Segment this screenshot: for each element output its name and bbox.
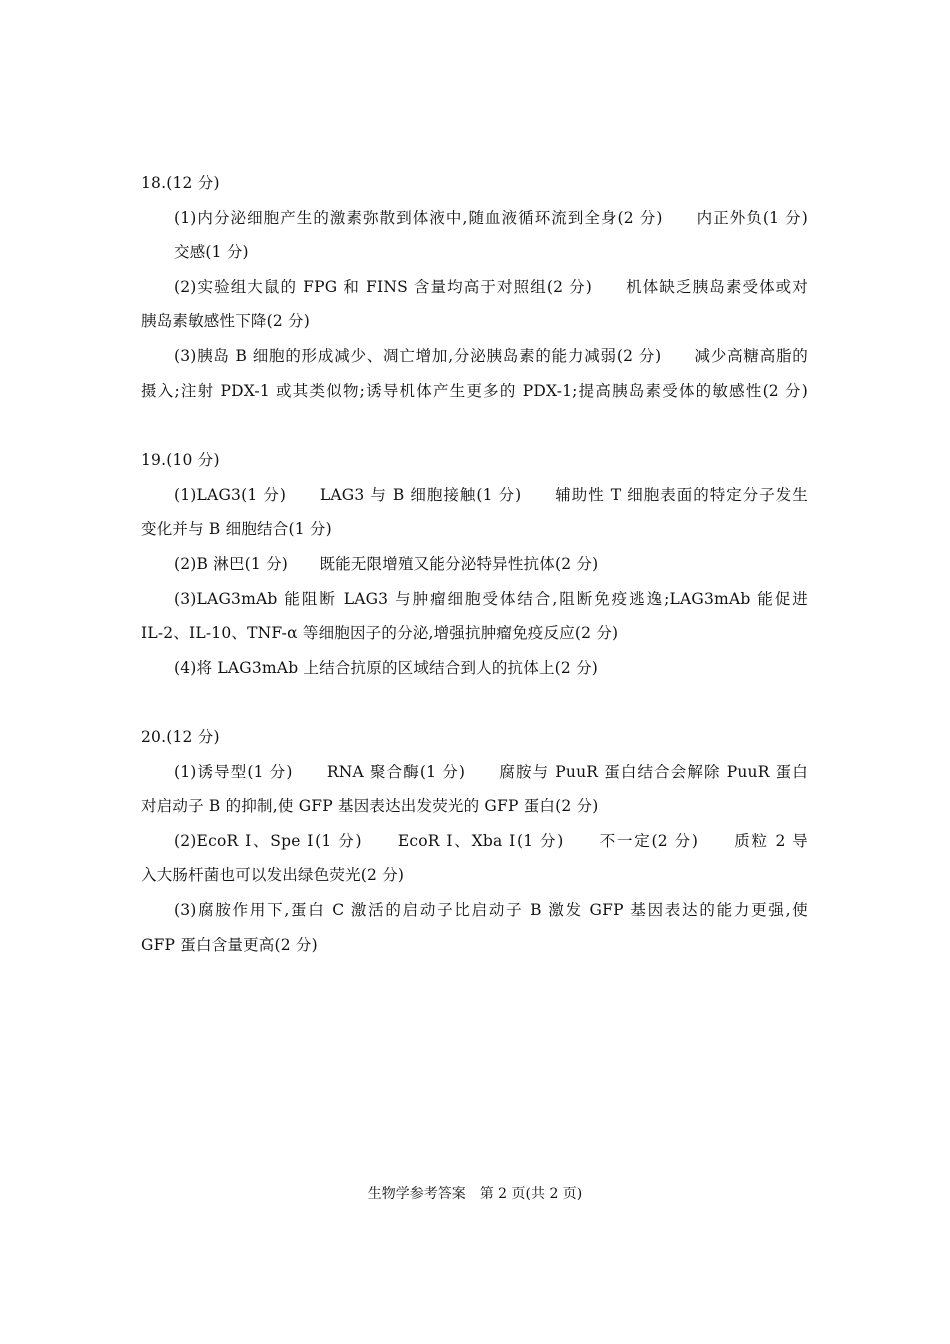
q20-line-3: (2)EcoR Ⅰ、Spe Ⅰ(1 分) EcoR Ⅰ、Xba Ⅰ(1 分) 不一定(2 分) 质粒 2 导	[174, 832, 808, 850]
question-19-header: 19.(10 分)	[141, 451, 220, 469]
q18-line-3: (2)实验组大鼠的 FPG 和 FINS 含量均高于对照组(2 分) 机体缺乏胰岛素受体或对	[174, 278, 808, 296]
question-18-header: 18.(12 分)	[141, 174, 220, 192]
page-footer: 生物学参考答案 第 2 页(共 2 页)	[367, 1186, 583, 1202]
q19-line-3: (2)B 淋巴(1 分) 既能无限增殖又能分泌特异性抗体(2 分)	[174, 555, 599, 573]
q20-line-5: (3)腐胺作用下,蛋白 C 激活的启动子比启动子 B 激发 GFP 基因表达的能力更强,使	[174, 901, 808, 919]
q19-line-1: (1)LAG3(1 分) LAG3 与 B 细胞接触(1 分) 辅助性 T 细胞表面的特定分子发生	[174, 486, 808, 504]
q18-line-1: (1)内分泌细胞产生的激素弥散到体液中,随血液循环流到全身(2 分) 内正外负(1 分)	[174, 209, 808, 227]
q18-line-4: 胰岛素敏感性下降(2 分)	[141, 312, 310, 330]
q19-line-6: (4)将 LAG3mAb 上结合抗原的区域结合到人的抗体上(2 分)	[174, 659, 599, 677]
question-20-header: 20.(12 分)	[141, 728, 220, 746]
q18-line-5: (3)胰岛 B 细胞的形成减少、凋亡增加,分泌胰岛素的能力减弱(2 分) 减少高糖高脂的	[174, 347, 808, 365]
q20-line-1: (1)诱导型(1 分) RNA 聚合酶(1 分) 腐胺与 PuuR 蛋白结合会解除 PuuR 蛋白	[174, 763, 808, 781]
q20-line-6: GFP 蛋白含量更高(2 分)	[141, 936, 318, 954]
q20-line-2: 对启动子 B 的抑制,使 GFP 基因表达出发荧光的 GFP 蛋白(2 分)	[141, 797, 599, 815]
q18-line-2: 交感(1 分)	[174, 243, 249, 261]
q20-line-4: 入大肠杆菌也可以发出绿色荧光(2 分)	[141, 866, 405, 884]
q19-line-5: IL-2、IL-10、TNF-α 等细胞因子的分泌,增强抗肿瘤免疫反应(2 分)	[141, 624, 619, 642]
q18-line-6: 摄入;注射 PDX-1 或其类似物;诱导机体产生更多的 PDX-1;提高胰岛素受体的敏感性(2 分)	[141, 382, 808, 400]
q19-line-4: (3)LAG3mAb 能阻断 LAG3 与肿瘤细胞受体结合,阻断免疫逃逸;LAG3mAb 能促进	[174, 590, 808, 608]
q19-line-2: 变化并与 B 细胞结合(1 分)	[141, 520, 332, 538]
